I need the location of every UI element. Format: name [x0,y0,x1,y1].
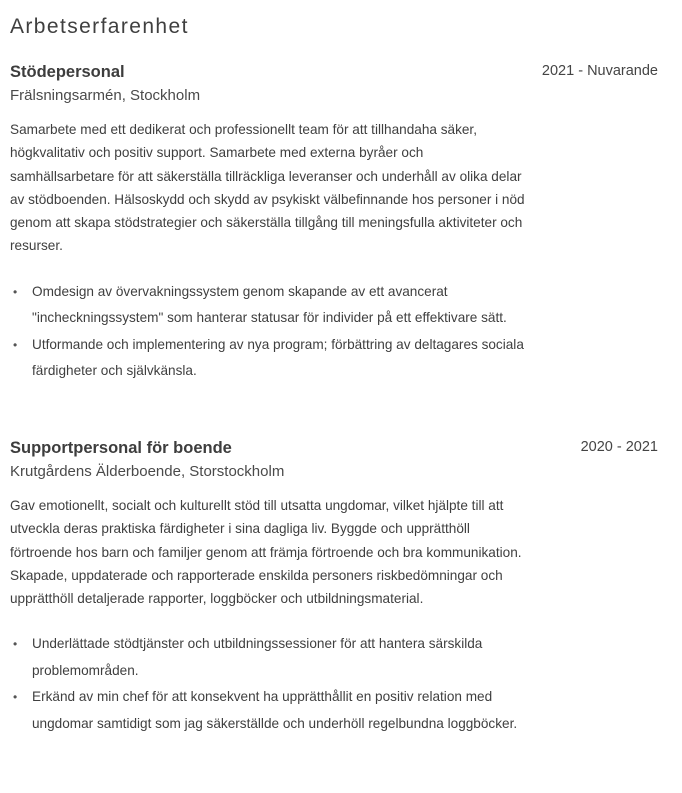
achievement-text: Utformande och implementering av nya program; förbättring av deltagares sociala färdigheter och självkänsla. [32,336,524,379]
bullet-icon: • [13,637,18,652]
job-header [10,437,658,461]
job-achievements-list [10,631,530,737]
job-description: Gav emotionellt, socialt och kulturellt stöd till utsatta ungdomar, vilket hjälpte till att utveckla deras praktiska färdigheter i sina dagliga liv. Byggde och upprätthöll förtroende hos barn och familjer genom att främja förtroende och bra kommunikation. Skapade, uppdaterade och rapporterade enskilda personers riskbedömningar och upprätthöll detaljerade rapporter, loggböcker och utbildningsmaterial. [10,498,522,607]
bullet-icon: • [13,690,18,705]
job-dates: 2021 - Nuvarande [541,63,658,79]
job-company: Krutgårdens Älderboende, Storstockholm [10,463,285,480]
achievement-text: Erkänd av min chef för att konsekvent ha upprätthållit en positiv relation med ungdomar samtidigt som jag säkerställde och underhöll regelbundna loggböcker. [32,689,518,731]
bullet-icon: • [13,284,18,299]
achievement-item [10,684,530,737]
section-title: Arbetserfarenhet [10,15,189,38]
job-description: Samarbete med ett dedikerat och professionellt team för att tillhandaha säker, högkvalitativ och positiv support. Samarbete med externa byråer och samhällsarbetare för att säkerställa tillräckliga leveranser och underhåll av olika delar av stödboenden. Hälsoskydd och skydd av psykiskt välbefinnande hos personer i nöd genom att skapa stödstrategier och säkerställa tillgång till meningsfulla aktiviteter och resurser. [10,122,525,254]
achievement-text: Underlättade stödtjänster och utbildningssessioner för att hantera särskilda problemområden. [32,636,483,678]
job-title: Supportpersonal för boende [10,439,232,457]
job-dates: 2020 - 2021 [580,439,658,455]
bullet-icon: • [13,337,18,352]
job-company: Frälsningsarmén, Stockholm [10,87,201,104]
job-title: Stödepersonal [10,63,125,81]
achievement-text: Omdesign av övervakningssystem genom skapande av ett avancerat "incheckningssystem" som hanterar statusar för individer på ett effektivare sätt. [32,283,507,326]
job-entry [10,437,658,737]
job-header [10,61,658,85]
achievement-item [10,332,530,385]
achievement-item [10,631,530,684]
job-achievements-list [10,279,530,385]
achievement-item [10,279,530,332]
job-entry [10,61,658,385]
